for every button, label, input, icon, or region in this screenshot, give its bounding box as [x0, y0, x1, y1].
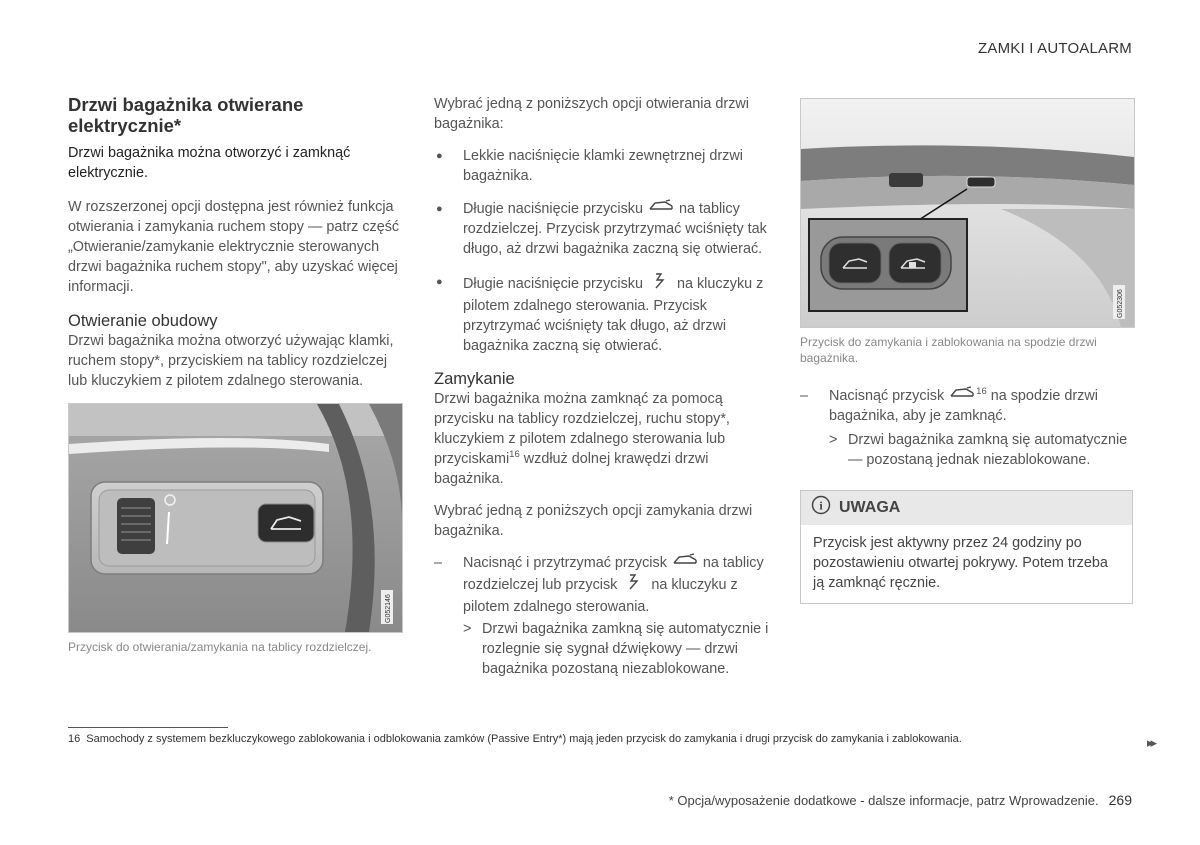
body-paragraph-opening: Drzwi bagażnika można otworzyć używając klamki, ruchem stopy*, przyciskiem na tablicy rozdzielczej lub kluczykiem z pilotem zdalnego sterowania.: [68, 333, 394, 389]
tailgate-car-icon: [671, 553, 699, 573]
tailgate-button-figure: [800, 98, 1135, 328]
page-footer: [669, 792, 1132, 808]
result-text: Drzwi bagażnika zamkną się automatycznie — pozostaną jednak niezablokowane.: [848, 432, 1128, 469]
body-paragraph: W rozszerzonej opcji dostępna jest również funkcja otwierania i zamykania ruchem stopy — patrz część „Otwieranie/zamykanie elektrycznie sterowanych drzwi bagażnika ruchem stopy", aby uzyskać więcej informacji.: [68, 199, 400, 295]
closing-paragraph-text-end: wzdłuż dolnej krawędzi drzwi bagażnika.: [434, 451, 709, 488]
result-marker: >: [463, 621, 472, 638]
next-page-arrows-icon: ▸▸: [1147, 735, 1155, 750]
list-item: [434, 146, 769, 186]
footnote-text: Samochody z systemem bezkluczykowego zablokowania i odblokowania zamków (Passive Entry*) mają jeden przycisk do zamykania i drugi przycisk do zamykania i zablokowania.: [86, 733, 962, 745]
column-left: [68, 94, 403, 655]
info-icon: [811, 495, 831, 521]
note-box-body: Przycisk jest aktywny przez 24 godziny po pozostawieniu otwartej pokrywy. Potem trzeba ją zamknąć ręcznie.: [813, 535, 1108, 592]
tailgate-car-icon: [647, 199, 675, 219]
page-number: 269: [1108, 792, 1132, 808]
closing-paragraph-text: Drzwi bagażnika można zamknąć za pomocą przycisku na tablicy rozdzielczej, ruchu stopy*, kluczykiem z pilotem zdalnego sterowania lub przyciskami: [434, 391, 730, 468]
list-item: [434, 199, 769, 259]
bullet-icon: ●: [436, 150, 443, 162]
figure-code-text: G052306: [1117, 289, 1124, 318]
tailgate-button-illustration: [801, 99, 1134, 327]
list-item: [434, 553, 769, 679]
footnote-divider: [68, 727, 228, 728]
dashboard-button-illustration: [69, 404, 402, 632]
section-heading: Drzwi bagażnika otwierane elektrycznie*: [68, 94, 304, 136]
info-icon-glyph: i: [819, 498, 823, 513]
section-intro: Drzwi bagażnika można otworzyć i zamknąć elektrycznie.: [68, 145, 351, 181]
note-box-title: UWAGA: [839, 499, 901, 517]
list-item-text: na kluczyku z pilotem zdalnego sterowania.: [463, 577, 738, 616]
closing-options-intro: Wybrać jedną z poniższych opcji zamykania drzwi bagażnika.: [434, 503, 753, 540]
key-remote-tailgate-icon: [621, 573, 647, 597]
optional-equipment-note: * Opcja/wyposażenie dodatkowe - dalsze informacje, patrz Wprowadzenie.: [668, 793, 1099, 808]
column-right: [800, 98, 1133, 604]
result-text: Drzwi bagażnika zamkną się automatycznie i rozlegnie się sygnał dźwiękowy — drzwi bagażnika pozostaną niezablokowane.: [482, 621, 769, 678]
dashboard-button-figure: [68, 403, 403, 633]
tailgate-car-icon: [948, 386, 976, 406]
footnote-ref: 16: [509, 449, 520, 461]
figure-caption-right: Przycisk do zamykania i zablokowania na spodzie drzwi bagażnika.: [800, 335, 1097, 365]
list-item: [800, 386, 1133, 470]
bullet-icon: ●: [436, 276, 443, 289]
note-box: [800, 490, 1133, 604]
list-item-text: na tablicy rozdzielczej lub przycisk: [463, 555, 764, 594]
subheading-opening: Otwieranie obudowy: [68, 312, 218, 330]
list-item-text: Długie naciśnięcie przycisku: [463, 201, 643, 217]
list-item-text: Długie naciśnięcie przycisku: [463, 276, 643, 292]
dash-marker: –: [434, 555, 443, 572]
running-header: ZAMKI I AUTOALARM: [978, 40, 1132, 57]
footnote-number: 16: [68, 733, 81, 745]
figure-caption-left: Przycisk do otwierania/zamykania na tablicy rozdzielczej.: [68, 640, 372, 654]
bullet-icon: ●: [436, 203, 443, 215]
closing-paragraph: [434, 389, 769, 489]
list-item-text: na spodzie drzwi bagażnika, aby je zamknąć.: [829, 388, 1098, 425]
list-item-text: na kluczyku z pilotem zdalnego sterowania. Przycisk przytrzymać wciśnięty tak długo, aż drzwi bagażnika zaczną się otwierać.: [463, 276, 764, 355]
list-item-text: Nacisnąć przycisk: [829, 388, 945, 404]
list-item-text: Nacisnąć i przytrzymać przycisk: [463, 555, 667, 572]
footnote-ref: 16: [976, 386, 987, 398]
note-box-header: [801, 491, 1132, 525]
dash-marker: –: [800, 388, 809, 404]
result-marker: >: [829, 432, 838, 449]
column-middle: [434, 94, 769, 679]
list-item-text: na tablicy rozdzielczej. Przycisk przytrzymać wciśnięty tak długo, aż drzwi bagażnika zaczną się otwierać.: [463, 201, 767, 258]
figure-code-text: G052146: [385, 594, 392, 623]
footnote: [68, 733, 962, 745]
list-item-text: Lekkie naciśnięcie klamki zewnętrznej drzwi bagażnika.: [463, 148, 743, 184]
opening-options-intro: Wybrać jedną z poniższych opcji otwierania drzwi bagażnika:: [434, 96, 749, 132]
list-item: [434, 272, 769, 356]
result-item: [829, 430, 1133, 470]
result-item: [463, 619, 769, 679]
key-remote-tailgate-icon: [647, 272, 673, 296]
subheading-closing: Zamykanie: [434, 370, 515, 389]
